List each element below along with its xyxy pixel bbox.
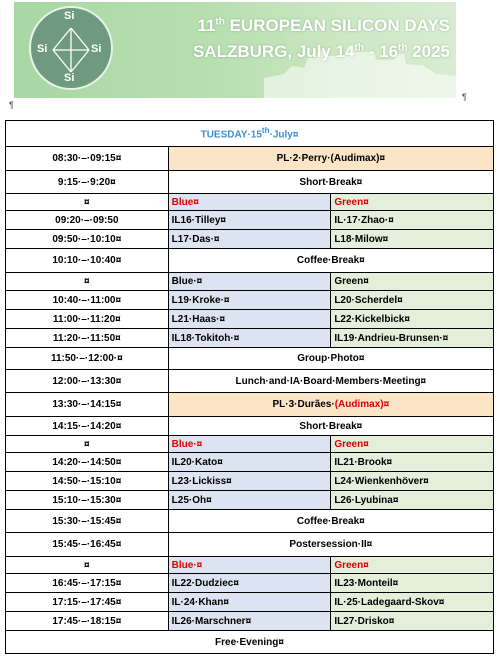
time-slot: 12:00·–·13:30¤ bbox=[6, 370, 169, 393]
time-slot: ¤ bbox=[6, 273, 169, 291]
banner-subtitle: SALZBURG, July 14th - 16th 2025 bbox=[192, 42, 450, 61]
time-slot: 10:40·–·11:00¤ bbox=[6, 291, 169, 310]
time-slot: 15:30·–·15:45¤ bbox=[6, 510, 169, 533]
schedule-row bbox=[6, 329, 494, 348]
schedule-row bbox=[6, 631, 494, 654]
green-track-talk: IL23·Monteil¤ bbox=[331, 574, 494, 593]
day-title-row bbox=[6, 121, 494, 147]
blue-track-talk: IL26·Marschner¤ bbox=[168, 612, 331, 631]
paragraph-mark: ¶ bbox=[9, 100, 14, 110]
time-slot: ¤ bbox=[6, 194, 169, 211]
schedule-row bbox=[6, 230, 494, 249]
silicon-logo bbox=[29, 6, 113, 90]
blue-track-header: Blue·¤ bbox=[168, 557, 331, 574]
schedule-row bbox=[6, 593, 494, 612]
logo-si-top: Si bbox=[64, 10, 75, 22]
time-slot: ¤ bbox=[6, 557, 169, 574]
schedule-row bbox=[6, 348, 494, 370]
schedule-row bbox=[6, 171, 494, 194]
schedule-table bbox=[5, 120, 494, 654]
schedule-row bbox=[6, 612, 494, 631]
session-cell: Coffee·Break¤ bbox=[168, 510, 493, 533]
plenary-room: (Audimax)¤ bbox=[334, 399, 390, 410]
green-track-header: Green¤ bbox=[331, 557, 494, 574]
time-slot: 15:10·–·15:30¤ bbox=[6, 491, 169, 510]
blue-track-talk: IL16·Tilley¤ bbox=[168, 211, 331, 230]
schedule-row bbox=[6, 491, 494, 510]
schedule-row bbox=[6, 249, 494, 273]
time-slot: 11:00·–·11:20¤ bbox=[6, 310, 169, 329]
time-slot: ¤ bbox=[6, 436, 169, 453]
plenary-cell: PL·3·Durães·(Audimax)¤ bbox=[168, 393, 493, 417]
logo-si-right: Si bbox=[91, 43, 102, 55]
green-track-talk: L24·Wienkenhöver¤ bbox=[331, 472, 494, 491]
banner-title: 11th EUROPEAN SILICON DAYS bbox=[197, 16, 450, 35]
schedule-row bbox=[6, 533, 494, 557]
schedule-row bbox=[6, 147, 494, 171]
schedule-row bbox=[6, 417, 494, 436]
schedule-row bbox=[6, 211, 494, 230]
blue-track-header: Blue·¤ bbox=[168, 436, 331, 453]
blue-track-header: Blue·¤ bbox=[168, 273, 331, 291]
time-slot: 9:15·–·9:20¤ bbox=[6, 171, 169, 194]
schedule-row bbox=[6, 393, 494, 417]
blue-track-talk: L19·Kroke·¤ bbox=[168, 291, 331, 310]
time-slot: 08:30·–·09:15¤ bbox=[6, 147, 169, 171]
green-track-header: Green¤ bbox=[331, 194, 494, 211]
time-slot: 14:15·–·14:20¤ bbox=[6, 417, 169, 436]
session-cell: Lunch·and·IA·Board·Members·Meeting¤ bbox=[168, 370, 493, 393]
schedule-row bbox=[6, 370, 494, 393]
green-track-talk: IL27·Drisko¤ bbox=[331, 612, 494, 631]
blue-track-talk: L17·Das·¤ bbox=[168, 230, 331, 249]
schedule-row bbox=[6, 453, 494, 472]
schedule-row bbox=[6, 557, 494, 574]
schedule-row bbox=[6, 574, 494, 593]
schedule-row bbox=[6, 472, 494, 491]
schedule-row bbox=[6, 291, 494, 310]
time-slot: 11:50·–·12:00·¤ bbox=[6, 348, 169, 370]
time-slot: 16:45·–·17:15¤ bbox=[6, 574, 169, 593]
fortress-silhouette-image bbox=[264, 30, 456, 98]
green-track-talk: L20·Scherdel¤ bbox=[331, 291, 494, 310]
time-slot: 17:15·–·17:45¤ bbox=[6, 593, 169, 612]
time-slot: 14:50·–·15:10¤ bbox=[6, 472, 169, 491]
session-cell: Postersession·II¤ bbox=[168, 533, 493, 557]
logo-si-left: Si bbox=[37, 43, 48, 55]
green-track-talk: IL·17·Zhao·¤ bbox=[331, 211, 494, 230]
free-evening-cell: Free·Evening¤ bbox=[6, 631, 494, 654]
green-track-header: Green¤ bbox=[331, 436, 494, 453]
green-track-header: Green¤ bbox=[331, 273, 494, 291]
plenary-cell: PL·2·Perry·(Audimax)¤ bbox=[168, 147, 493, 171]
day-title: TUESDAY·15th·July¤ bbox=[6, 121, 494, 147]
time-slot: 14:20·–·14:50¤ bbox=[6, 453, 169, 472]
time-slot: 09:50·–·10:10¤ bbox=[6, 230, 169, 249]
time-slot: 10:10·–·10:40¤ bbox=[6, 249, 169, 273]
time-slot: 09:20·–·09:50 bbox=[6, 211, 169, 230]
blue-track-talk: IL·24·Khan¤ bbox=[168, 593, 331, 612]
blue-track-talk: IL18·Tokitoh·¤ bbox=[168, 329, 331, 348]
schedule-row bbox=[6, 194, 494, 211]
schedule-row bbox=[6, 436, 494, 453]
green-track-talk: IL·25·Ladegaard-Skov¤ bbox=[331, 593, 494, 612]
logo-si-bottom: Si bbox=[64, 72, 75, 84]
time-slot: 11:20·–·11:50¤ bbox=[6, 329, 169, 348]
session-cell: Short·Break¤ bbox=[168, 171, 493, 194]
blue-track-talk: L23·Lickiss¤ bbox=[168, 472, 331, 491]
blue-track-talk: IL22·Dudziec¤ bbox=[168, 574, 331, 593]
session-cell: Group·Photo¤ bbox=[168, 348, 493, 370]
paragraph-mark: ¶ bbox=[462, 92, 467, 102]
schedule-row bbox=[6, 510, 494, 533]
conference-banner bbox=[14, 2, 456, 98]
blue-track-talk: IL20·Kato¤ bbox=[168, 453, 331, 472]
blue-track-talk: L21·Haas·¤ bbox=[168, 310, 331, 329]
time-slot: 15:45·–·16:45¤ bbox=[6, 533, 169, 557]
green-track-talk: IL19·Andrieu-Brunsen·¤ bbox=[331, 329, 494, 348]
blue-track-talk: L25·Oh¤ bbox=[168, 491, 331, 510]
session-cell: Short·Break¤ bbox=[168, 417, 493, 436]
schedule-row bbox=[6, 273, 494, 291]
green-track-talk: L26·Lyubina¤ bbox=[331, 491, 494, 510]
time-slot: 17:45·–·18:15¤ bbox=[6, 612, 169, 631]
schedule-row bbox=[6, 310, 494, 329]
time-slot: 13:30·–·14:15¤ bbox=[6, 393, 169, 417]
green-track-talk: L18·Milow¤ bbox=[331, 230, 494, 249]
green-track-talk: L22·Kickelbick¤ bbox=[331, 310, 494, 329]
green-track-talk: IL21·Brook¤ bbox=[331, 453, 494, 472]
session-cell: Coffee·Break¤ bbox=[168, 249, 493, 273]
blue-track-header: Blue¤ bbox=[168, 194, 331, 211]
